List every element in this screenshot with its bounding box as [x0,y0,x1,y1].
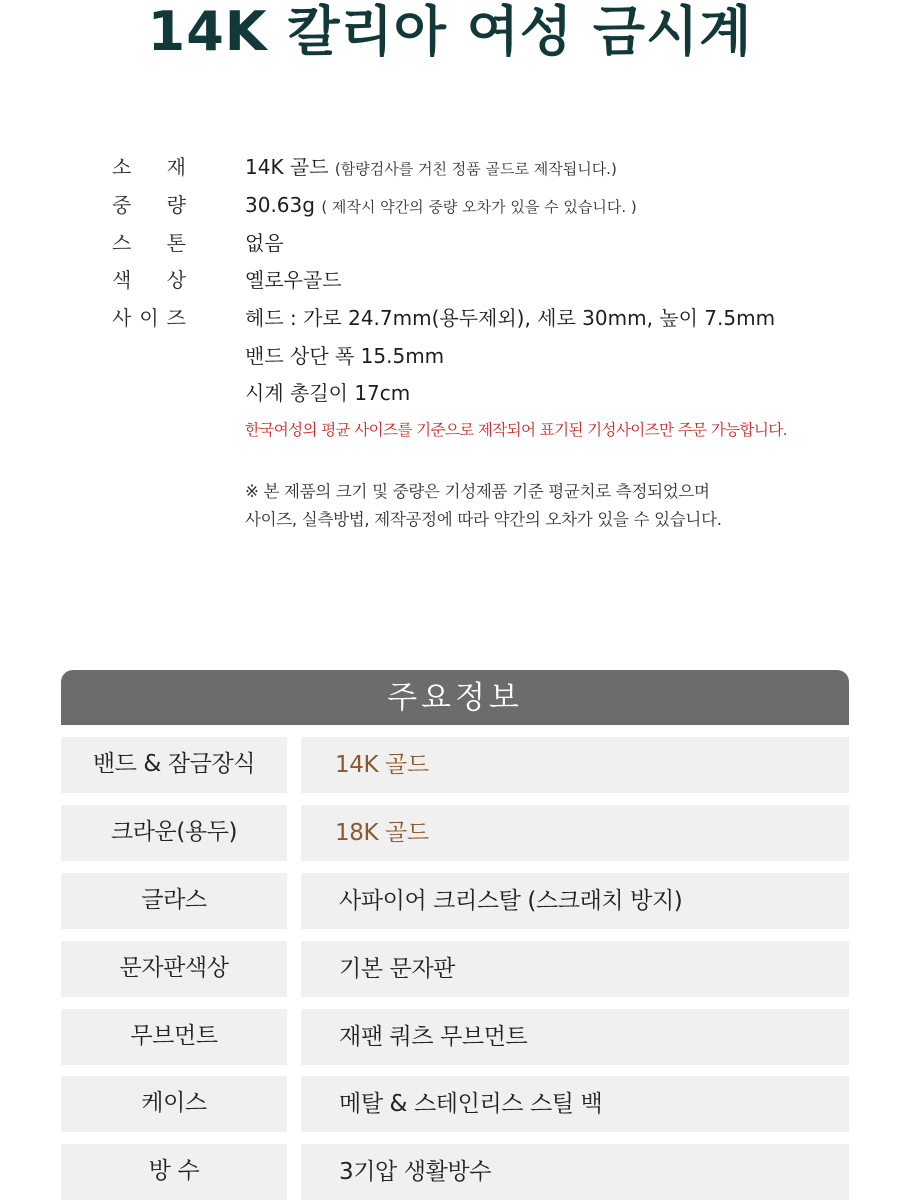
info-row [61,873,849,929]
spec-label-char: 색 [112,268,132,292]
spec-value [245,228,284,258]
size-warning: 한국여성의 평균 사이즈를 기준으로 제작되어 표기된 기성사이즈만 주문 가능합니다. [245,421,788,439]
spec-row-color [0,265,900,295]
info-value: 14K 골드 [301,737,849,793]
info-value: 재팬 쿼츠 무브먼트 [301,1009,849,1065]
info-row [61,1009,849,1065]
spec-value [245,152,617,184]
spec-label [112,152,186,182]
info-row [61,737,849,793]
spec-label-char: 즈 [166,306,186,330]
info-header: 주요정보 [61,670,849,725]
info-value: 사파이어 크리스탈 (스크래치 방지) [301,873,849,929]
spec-label [112,228,186,258]
spec-value [245,190,637,222]
spec-label-char: 이 [139,306,159,330]
spec-value-main: 헤드 : 가로 24.7mm(용두제외), 세로 30mm, 높이 7.5mm [245,306,776,330]
spec-value [245,303,775,333]
info-key: 무브먼트 [61,1009,287,1065]
spec-label-char: 상 [166,268,186,292]
spec-label-char: 재 [166,155,186,179]
spec-value [245,378,410,408]
spec-value [245,341,444,371]
spec-value-note: (함량검사를 거친 정품 골드로 제작됩니다.) [334,160,617,178]
spec-label [112,265,186,295]
spec-value-main: 옐로우골드 [245,268,342,292]
spec-label-char: 중 [112,193,132,217]
info-key: 문자판색상 [61,941,287,997]
spec-row-size [0,303,900,333]
spec-value [245,265,342,295]
spec-row-total-length [0,378,900,408]
spec-footnote [245,478,722,534]
info-value: 기본 문자판 [301,941,849,997]
info-key: 케이스 [61,1076,287,1132]
spec-row-weight [0,190,900,220]
info-key: 방 수 [61,1144,287,1200]
spec-label-char: 사 [112,306,132,330]
spec-label-char: 량 [166,193,186,217]
spec-row-material [0,152,900,182]
info-key: 글라스 [61,873,287,929]
spec-label [112,190,186,220]
spec-row-band-width [0,341,900,371]
spec-value-main: 30.63g [245,193,315,217]
spec-value-main: 14K 골드 [245,155,329,179]
info-key: 밴드 & 잠금장식 [61,737,287,793]
info-key: 크라운(용두) [61,805,287,861]
info-row [61,941,849,997]
footnote-line: 사이즈, 실측방법, 제작공정에 따라 약간의 오차가 있을 수 있습니다. [245,510,722,529]
spec-label-char: 톤 [166,231,186,255]
spec-value-note: ( 제작시 약간의 중량 오차가 있을 수 있습니다. ) [321,198,637,216]
info-row [61,1076,849,1132]
spec-value-main: 없음 [245,231,284,255]
info-value: 메탈 & 스테인리스 스틸 백 [301,1076,849,1132]
spec-row-stone [0,228,900,258]
spec-label-char: 스 [112,231,132,255]
spec-label [112,303,186,333]
spec-value-main: 밴드 상단 폭 15.5mm [245,344,445,368]
info-row [61,1144,849,1200]
info-value: 18K 골드 [301,805,849,861]
info-value: 3기압 생활방수 [301,1144,849,1200]
spec-label-char: 소 [112,155,132,179]
spec-value-main: 시계 총길이 17cm [245,381,411,405]
page-title: 14K 칼리아 여성 금시계 [147,0,753,63]
footnote-line: ※ 본 제품의 크기 및 중량은 기성제품 기준 평균치로 측정되었으며 [245,482,710,501]
info-row [61,805,849,861]
